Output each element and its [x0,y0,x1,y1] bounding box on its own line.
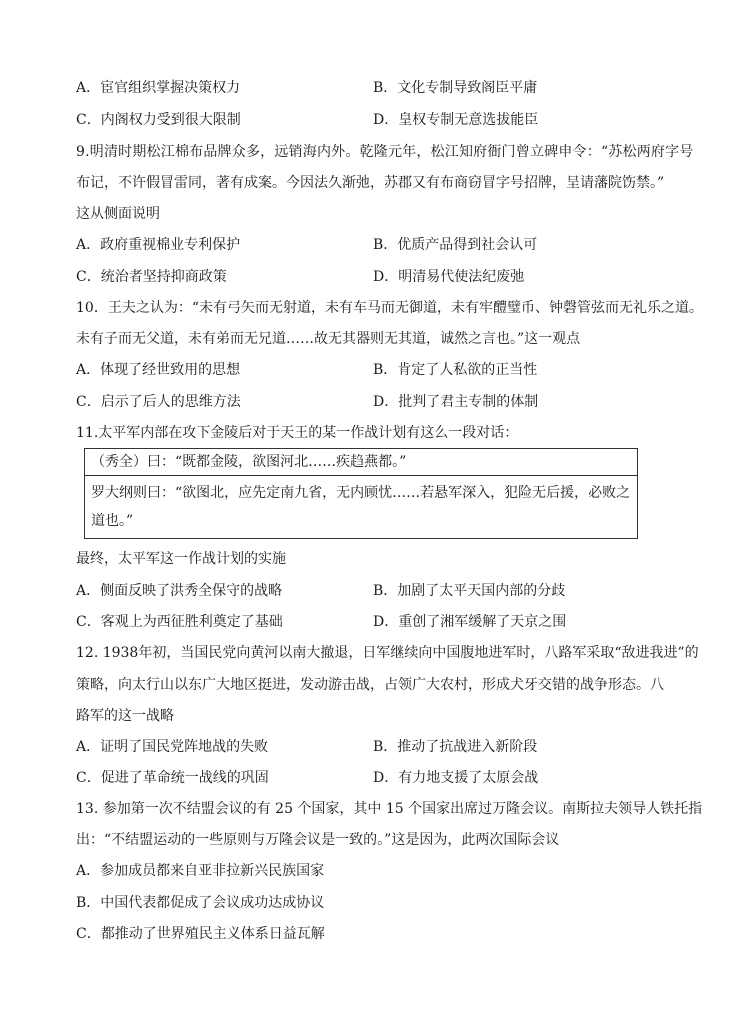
quote-table [84,448,638,539]
option-a: A．体现了经世致用的思想 [76,362,241,378]
option-b: B．推动了抗战进入新阶段 [373,739,538,755]
option-b: B．文化专制导致阁臣平庸 [373,80,538,96]
question-12-line-1: 12. 1938年初，当国民党向黄河以南大撤退，日军继续向中国腹地进军时，八路军采取“敌进我进”的 [76,645,699,661]
option-c: C．促进了革命统一战线的巩固 [76,770,269,786]
option-d: D．明清易代使法纪废弛 [373,269,525,285]
question-9-line-3: 这从侧面说明 [76,206,160,222]
question-12-line-2: 策略，向太行山以东广大地区挺进，发动游击战，占领广大农村，形成犬牙交错的战争形态。八 [76,677,664,693]
question-13-line-1: 13. 参加第一次不结盟会议的有 25 个国家，其中 15 个国家出席过万隆会议。南斯拉夫领导人铁托指 [76,801,703,817]
option-b: B．中国代表都促成了会议成功达成协议 [76,895,325,911]
quote-row-xiuquan: （秀全）曰：“既都金陵，欲图河北……疾趋燕都。” [85,449,637,476]
option-b: B．肯定了人私欲的正当性 [373,362,538,378]
option-d: D．皇权专制无意选拔能臣 [373,112,539,128]
option-b: B．优质产品得到社会认可 [373,237,538,253]
question-10-line-1: 10．王夫之认为：“未有弓矢而无射道，未有车马而无御道，未有牢醴璧币、钟磬管弦而无礼乐之道。 [76,300,703,316]
option-a: A．证明了国民党阵地战的失败 [76,739,269,755]
question-11-stem-end: 最终，太平军这一作战计划的实施 [76,551,286,567]
option-b: B．加剧了太平天国内部的分歧 [373,583,566,599]
option-a: A．政府重视棉业专利保护 [76,237,241,253]
option-a: A．宦官组织掌握决策权力 [76,80,241,96]
quote-row-luodagang: 罗大纲则曰：“欲图北，应先定南九省，无内顾忧……若悬军深入，犯险无后援，必败之道也。” [91,485,631,529]
question-11-line-1: 11.太平军内部在攻下金陵后对于天王的某一作战计划有这么一段对话： [76,425,519,441]
question-10-line-2: 未有子而无父道，未有弟而无兄道……故无其器则无其道，诚然之言也。”这一观点 [76,331,581,347]
question-9-line-2: 布记，不许假冒雷同，著有成案。今因法久渐弛，苏郡又有布商窃冒字号招牌，呈请藩院饬禁。” [76,175,665,191]
option-c: C．启示了后人的思维方法 [76,394,241,410]
question-13-line-2: 出：“不结盟运动的一些原则与万隆会议是一致的。”这是因为，此两次国际会议 [76,832,560,848]
question-9-line-1: 9.明清时期松江棉布品牌众多，远销海内外。乾隆元年，松江知府衙门曾立碑申令：“苏松两府字号 [76,144,694,160]
option-c: C．都推动了世界殖民主义体系日益瓦解 [76,926,325,942]
question-12-line-3: 路军的这一战略 [76,708,174,724]
option-c: C．内阁权力受到很大限制 [76,112,241,128]
option-a: A．侧面反映了洪秀全保守的战略 [76,583,283,599]
option-d: D．重创了湘军缓解了天京之围 [373,614,567,630]
option-a: A．参加成员都来自亚非拉新兴民族国家 [76,863,325,879]
option-d: D．有力地支援了太原会战 [373,770,539,786]
option-d: D．批判了君主专制的体制 [373,394,539,410]
option-c: C．客观上为西征胜利奠定了基础 [76,614,283,630]
option-c: C．统治者坚持抑商政策 [76,269,227,285]
